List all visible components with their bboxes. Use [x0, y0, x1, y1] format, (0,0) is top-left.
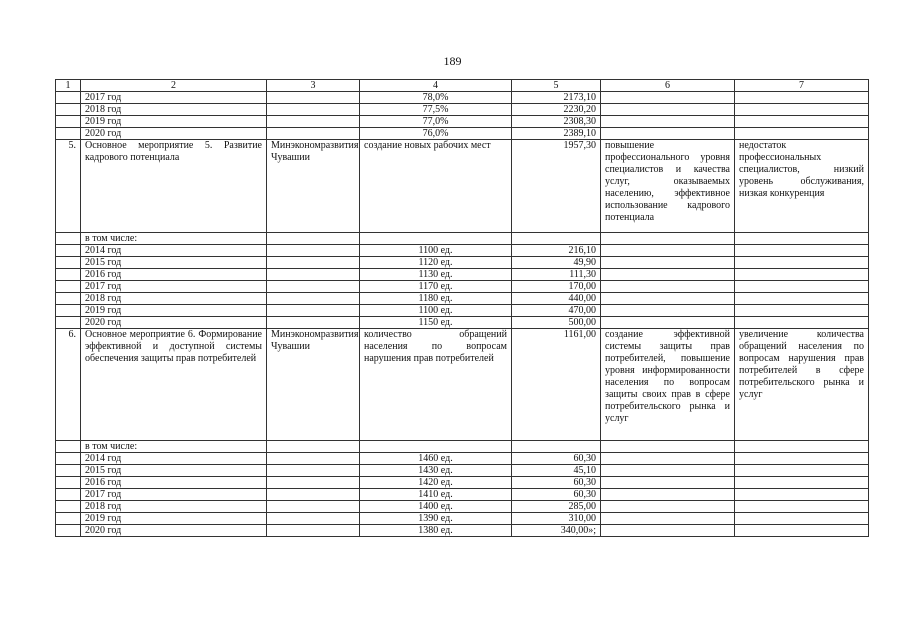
year-cell: 2019 год: [81, 513, 267, 525]
empty-cell: [601, 257, 735, 269]
year-cell: 2018 год: [81, 104, 267, 116]
empty-cell: [267, 281, 360, 293]
table-row: [56, 269, 869, 281]
including-row: [56, 233, 869, 245]
year-cell: 2015 год: [81, 257, 267, 269]
amount-cell: 2230,20: [512, 104, 601, 116]
empty-cell: [56, 465, 81, 477]
program-table: [55, 79, 869, 537]
empty-cell: [735, 245, 869, 257]
empty-cell: [56, 477, 81, 489]
empty-cell: [267, 92, 360, 104]
amount-cell: 60,30: [512, 453, 601, 465]
measure-risks: недостаток профессиональных специалистов, низкий уровень обслуживания, низкая конкуренция: [735, 140, 869, 233]
empty-cell: [56, 257, 81, 269]
empty-cell: [601, 305, 735, 317]
empty-cell: [601, 116, 735, 128]
indicator-cell: 1410 ед.: [360, 489, 512, 501]
measure-5-group: [56, 140, 869, 329]
empty-cell: [601, 128, 735, 140]
table-row: [56, 465, 869, 477]
empty-cell: [267, 245, 360, 257]
table-row: [56, 245, 869, 257]
table-row: [56, 477, 869, 489]
indicator-cell: 1100 ед.: [360, 305, 512, 317]
empty-cell: [601, 269, 735, 281]
empty-cell: [56, 453, 81, 465]
empty-cell: [56, 233, 81, 245]
year-cell: 2017 год: [81, 92, 267, 104]
year-cell: 2020 год: [81, 128, 267, 140]
page-number: 189: [443, 54, 462, 68]
empty-cell: [601, 513, 735, 525]
empty-cell: [267, 465, 360, 477]
year-cell: 2020 год: [81, 525, 267, 537]
measure-result: повышение профессионального уровня специалистов и качества услуг, оказываемых населению, эффективное использование кадрового потенциала: [601, 140, 735, 233]
table-row: [56, 501, 869, 513]
including-label: в том числе:: [81, 441, 267, 453]
empty-cell: [512, 233, 601, 245]
indicator-cell: 1400 ед.: [360, 501, 512, 513]
table-row: [56, 257, 869, 269]
empty-cell: [735, 233, 869, 245]
empty-cell: [735, 269, 869, 281]
column-header: 3: [267, 80, 360, 92]
amount-cell: 470,00: [512, 305, 601, 317]
measure-executor: Минэкономразвития Чувашии: [267, 140, 360, 233]
empty-cell: [735, 293, 869, 305]
empty-cell: [56, 116, 81, 128]
column-header: 7: [735, 80, 869, 92]
table-row: [56, 293, 869, 305]
amount-cell: 2389,10: [512, 128, 601, 140]
amount-cell: 2308,30: [512, 116, 601, 128]
measure-executor: Минэкономразвития Чувашии: [267, 329, 360, 441]
empty-cell: [735, 525, 869, 537]
indicator-cell: 1430 ед.: [360, 465, 512, 477]
empty-cell: [601, 525, 735, 537]
empty-cell: [601, 281, 735, 293]
table-row: [56, 92, 869, 104]
empty-cell: [267, 317, 360, 329]
table-row: [56, 305, 869, 317]
year-cell: 2017 год: [81, 281, 267, 293]
empty-cell: [56, 525, 81, 537]
measure-row: [56, 329, 869, 441]
amount-cell: 216,10: [512, 245, 601, 257]
empty-cell: [360, 233, 512, 245]
empty-cell: [56, 305, 81, 317]
amount-cell: 310,00: [512, 513, 601, 525]
year-cell: 2016 год: [81, 269, 267, 281]
empty-cell: [735, 104, 869, 116]
indicator-cell: 1130 ед.: [360, 269, 512, 281]
year-cell: 2019 год: [81, 116, 267, 128]
empty-cell: [601, 501, 735, 513]
year-cell: 2015 год: [81, 465, 267, 477]
year-cell: 2014 год: [81, 453, 267, 465]
empty-cell: [735, 92, 869, 104]
amount-cell: 170,00: [512, 281, 601, 293]
indicator-cell: 1170 ед.: [360, 281, 512, 293]
measure-title: Основное мероприятие 6. Формирование эффективной и доступной системы обеспечения защиты прав потребителей: [81, 329, 267, 441]
empty-cell: [735, 477, 869, 489]
measure-6-group: [56, 329, 869, 537]
empty-cell: [735, 281, 869, 293]
empty-cell: [267, 233, 360, 245]
table-row: [56, 116, 869, 128]
empty-cell: [267, 305, 360, 317]
indicator-cell: 77,5%: [360, 104, 512, 116]
empty-cell: [267, 513, 360, 525]
including-row: [56, 441, 869, 453]
empty-cell: [267, 453, 360, 465]
empty-cell: [56, 293, 81, 305]
empty-cell: [56, 104, 81, 116]
empty-cell: [56, 513, 81, 525]
empty-cell: [735, 453, 869, 465]
including-label: в том числе:: [81, 233, 267, 245]
empty-cell: [56, 245, 81, 257]
column-header: 1: [56, 80, 81, 92]
amount-cell: 500,00: [512, 317, 601, 329]
year-cell: 2014 год: [81, 245, 267, 257]
indicator-cell: 78,0%: [360, 92, 512, 104]
empty-cell: [360, 441, 512, 453]
table-row: [56, 281, 869, 293]
top-rows-group: [56, 92, 869, 140]
empty-cell: [601, 477, 735, 489]
empty-cell: [735, 305, 869, 317]
empty-cell: [601, 92, 735, 104]
amount-cell: 60,30: [512, 477, 601, 489]
amount-cell: 60,30: [512, 489, 601, 501]
empty-cell: [267, 501, 360, 513]
year-cell: 2019 год: [81, 305, 267, 317]
year-cell: 2018 год: [81, 501, 267, 513]
table-row: [56, 525, 869, 537]
measure-indicator: количество обращений населения по вопросам нарушения прав потребителей: [360, 329, 512, 441]
amount-cell: 45,10: [512, 465, 601, 477]
measure-result: создание эффективной системы защиты прав потребителей, повышение уровня информированности населения по вопросам защиты своих прав в сфере потребительского рынка и услуг: [601, 329, 735, 441]
empty-cell: [735, 501, 869, 513]
measure-number: 6.: [56, 329, 81, 441]
empty-cell: [601, 453, 735, 465]
indicator-cell: 77,0%: [360, 116, 512, 128]
empty-cell: [267, 116, 360, 128]
column-header: 4: [360, 80, 512, 92]
empty-cell: [735, 465, 869, 477]
empty-cell: [735, 489, 869, 501]
empty-cell: [735, 116, 869, 128]
measure-risks: увеличение количества обращений населения по вопросам нарушения прав потребителей в сфере потребительского рынка и услуг: [735, 329, 869, 441]
empty-cell: [267, 128, 360, 140]
amount-cell: 2173,10: [512, 92, 601, 104]
empty-cell: [56, 92, 81, 104]
empty-cell: [267, 293, 360, 305]
empty-cell: [601, 293, 735, 305]
empty-cell: [56, 269, 81, 281]
indicator-cell: 76,0%: [360, 128, 512, 140]
empty-cell: [267, 489, 360, 501]
table-row: [56, 513, 869, 525]
amount-cell: 111,30: [512, 269, 601, 281]
amount-cell: 340,00»;: [512, 525, 601, 537]
empty-cell: [735, 513, 869, 525]
year-cell: 2020 год: [81, 317, 267, 329]
measure-indicator: создание новых рабочих мест: [360, 140, 512, 233]
empty-cell: [735, 441, 869, 453]
empty-cell: [735, 317, 869, 329]
year-cell: 2018 год: [81, 293, 267, 305]
indicator-cell: 1150 ед.: [360, 317, 512, 329]
amount-cell: 49,90: [512, 257, 601, 269]
amount-cell: 285,00: [512, 501, 601, 513]
empty-cell: [56, 489, 81, 501]
measure-amount: 1161,00: [512, 329, 601, 441]
empty-cell: [267, 525, 360, 537]
indicator-cell: 1460 ед.: [360, 453, 512, 465]
empty-cell: [601, 441, 735, 453]
column-header: 2: [81, 80, 267, 92]
empty-cell: [267, 269, 360, 281]
column-header-row: [56, 80, 869, 92]
table-row: [56, 104, 869, 116]
empty-cell: [601, 489, 735, 501]
indicator-cell: 1100 ед.: [360, 245, 512, 257]
measure-number: 5.: [56, 140, 81, 233]
empty-cell: [56, 128, 81, 140]
indicator-cell: 1390 ед.: [360, 513, 512, 525]
table-row: [56, 453, 869, 465]
empty-cell: [735, 257, 869, 269]
empty-cell: [56, 317, 81, 329]
empty-cell: [56, 281, 81, 293]
indicator-cell: 1380 ед.: [360, 525, 512, 537]
empty-cell: [601, 317, 735, 329]
empty-cell: [267, 104, 360, 116]
table-row: [56, 128, 869, 140]
year-cell: 2017 год: [81, 489, 267, 501]
empty-cell: [512, 441, 601, 453]
measure-row: [56, 140, 869, 233]
empty-cell: [601, 245, 735, 257]
column-header: 6: [601, 80, 735, 92]
empty-cell: [735, 128, 869, 140]
empty-cell: [56, 501, 81, 513]
empty-cell: [267, 477, 360, 489]
empty-cell: [56, 441, 81, 453]
empty-cell: [267, 441, 360, 453]
amount-cell: 440,00: [512, 293, 601, 305]
table-row: [56, 317, 869, 329]
empty-cell: [267, 257, 360, 269]
measure-amount: 1957,30: [512, 140, 601, 233]
measure-title: Основное мероприятие 5. Развитие кадрового потенциала: [81, 140, 267, 233]
indicator-cell: 1180 ед.: [360, 293, 512, 305]
year-cell: 2016 год: [81, 477, 267, 489]
table-row: [56, 489, 869, 501]
indicator-cell: 1120 ед.: [360, 257, 512, 269]
empty-cell: [601, 465, 735, 477]
indicator-cell: 1420 ед.: [360, 477, 512, 489]
empty-cell: [601, 104, 735, 116]
column-header: 5: [512, 80, 601, 92]
empty-cell: [601, 233, 735, 245]
